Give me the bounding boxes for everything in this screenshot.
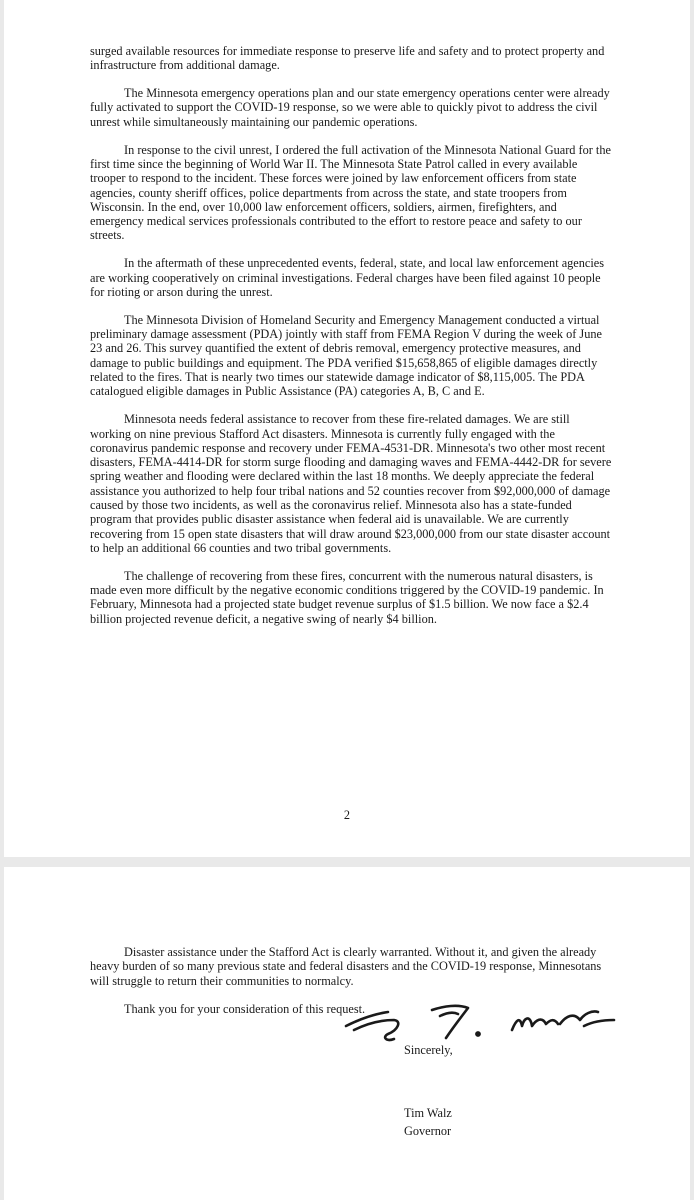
closing-salutation: Sincerely,	[404, 1043, 453, 1057]
page-number: 2	[343, 808, 351, 822]
paragraph-investigations: In the aftermath of these unprecedented events, federal, state, and local law enforcement agencies are working cooperatively on criminal investigations. Federal charges have been filed against 10 people for rioting or arson during the unrest.	[90, 256, 605, 299]
signature-image	[336, 990, 626, 1046]
paragraph-federal-assistance: Minnesota needs federal assistance to recover from these fire-related damages. We are still working on nine previous Stafford Act disasters. Minnesota is currently fully engaged with the coronavirus pandemic response and recovery under FEMA-4531-DR. Minnesota's two other most recent disasters, FEMA-4414-DR for storm surge flooding and damaging waves and FEMA-4442-DR for severe spring weather and flooding were declared within the last 18 months. We deeply appreciate the federal assistance you authorized to help four tribal nations and 52 counties recover from $92,000,000 of damage caused by those two incidents, as well as the coronavirus relief. Minnesota also has a state-funded program that provides public disaster assistance when federal aid is unavailable. We are currently recovering from 15 open state disasters that will draw around $23,000,000 from our state disaster account to help an additional 66 counties and two tribal governments.	[90, 412, 612, 555]
signer-title: Governor	[404, 1124, 452, 1138]
paragraph-economic-conditions: The challenge of recovering from these fires, concurrent with the numerous natural disasters, is made even more difficult by the negative economic conditions triggered by the COVID-19 pandemic. In February, Minnesota had a projected state budget revenue surplus of $1.5 billion. We now face a $2.4 billion projected revenue deficit, a negative swing of nearly $4 billion.	[90, 568, 604, 626]
paragraph-emergency-operations: The Minnesota emergency operations plan and our state emergency operations center were already fully activated to support the COVID-19 response, so we were able to quickly pivot to address the civil unrest while simultaneously maintaining our pandemic operations.	[90, 86, 610, 129]
paragraph-damage-assessment: The Minnesota Division of Homeland Security and Emergency Management conducted a virtual preliminary damage assessment (PDA) jointly with staff from FEMA Region V during the week of June 23 and 26. This survey quantified the extent of debris removal, emergency protective measures, and damage to public buildings and equipment. The PDA verified $15,658,865 of eligible damages directly related to the fires. That is nearly two times our statewide damage indicator of $8,115,005. The PDA catalogued eligible damages in Public Assistance (PA) categories A, B, C and E.	[90, 312, 602, 399]
paragraph-national-guard: In response to the civil unrest, I ordered the full activation of the Minnesota National Guard for the first time since the beginning of World War II. The Minnesota State Patrol called in every available trooper to respond to the incident. These forces were joined by law enforcement officers from state agencies, county sheriff offices, police departments from across the state, and state troopers from Wisconsin. In the end, over 10,000 law enforcement officers, soldiers, airmen, firefighters, and emergency medical services professionals contributed to the effort to restore peace and safety to our streets.	[90, 142, 611, 243]
paragraph-thank-you: Thank you for your consideration of this request.	[124, 1002, 366, 1017]
signer-name: Tim Walz	[404, 1106, 452, 1120]
letter-page-2	[4, 0, 690, 857]
paragraph-stafford-act: Disaster assistance under the Stafford Act is clearly warranted. Without it, and given the already heavy burden of so many previous state and federal disasters and the COVID-19 response, Minnesotans will struggle to return their communities to normalcy.	[90, 945, 602, 988]
paragraph-continuation: surged available resources for immediate response to preserve life and safety and to protect property and infrastructure from additional damage.	[90, 44, 605, 73]
